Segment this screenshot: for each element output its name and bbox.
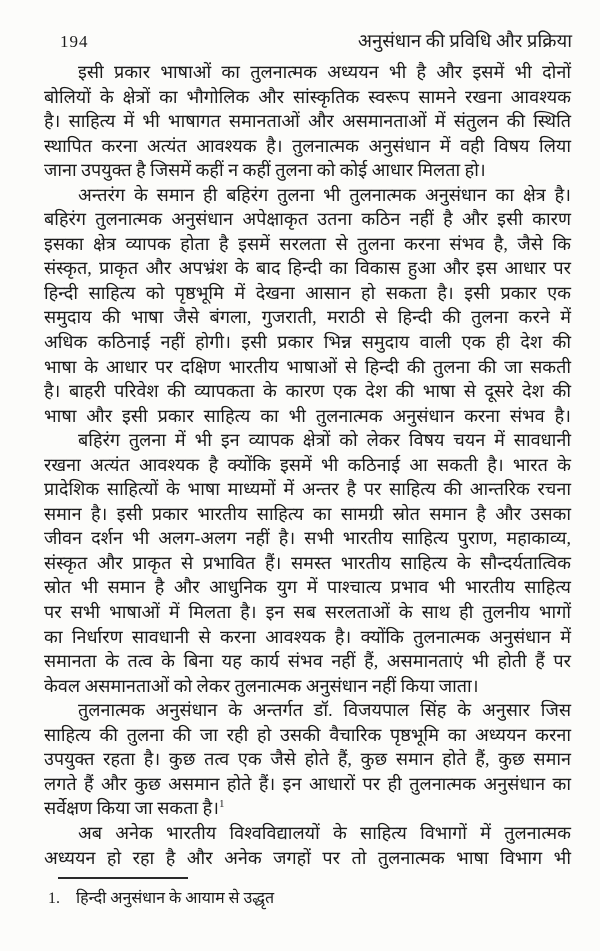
text-line: जाना उपयुक्त है जिसमें कहीं न कहीं तुलना को कोई आधार मिलता हो। <box>44 160 486 181</box>
text-line: प्रादेशिक साहित्यों के भाषा माध्यमों में अन्तर है पर साहित्य की आन्तरिक रचना <box>44 479 571 500</box>
text-line: भाषा के आधार पर दक्षिण भारतीय भाषाओं से हिन्दी की तुलना की जा सकती <box>44 356 571 377</box>
page-header <box>60 28 572 53</box>
footnote-text: हिन्दी अनुसंधान के आयाम से उद्धृत <box>76 890 275 907</box>
text-line: का निर्धारण सावधानी से करना आवश्यक है। क्योंकि तुलनात्मक अनुसंधान में <box>44 626 571 647</box>
text-line: समानता के तत्व के बिना यह कार्य संभव नहीं हैं, असमानताएं भी होती हैं पर <box>44 651 571 672</box>
footnote-separator <box>58 877 188 879</box>
paragraph <box>44 821 571 870</box>
text-line: समुदाय की भाषा जैसे बंगला, गुजराती, मराठी से हिन्दी की तुलना करने में <box>44 307 571 328</box>
text-line: साहित्य की तुलना की जा रही हो उसकी वैचारिक पृष्ठभूमि का अध्ययन करना <box>44 724 571 745</box>
paragraph <box>44 60 571 183</box>
text-line: है। बाहरी परिवेश की व्यापकता के कारण एक देश की भाषा से दूसरे देश की <box>44 381 571 402</box>
text-line: अधिक कठिनाई नहीं होगी। इसी प्रकार भिन्न समुदाय वाली एक ही देश की <box>44 332 571 353</box>
text-line: इसी प्रकार भाषाओं का तुलनात्मक अध्ययन भी है और इसमें भी दोनों <box>78 62 571 82</box>
page-number: 194 <box>60 32 89 51</box>
text-line: हिन्दी साहित्य को पृष्ठभूमि में देखना आसान हो सकता है। इसी प्रकार एक <box>44 282 571 303</box>
text-line: तुलनात्मक अनुसंधान के अन्तर्गत डॉ. विजयपाल सिंह के अनुसार जिस <box>78 700 571 721</box>
text-line: बहिरंग तुलनात्मक अनुसंधान अपेक्षाकृत उतना कठिन नहीं है और इसी कारण <box>44 209 571 230</box>
text-line: अध्ययन हो रहा है और अनेक जगहों पर तो तुलनात्मक भाषा विभाग भी <box>44 847 571 868</box>
text-line: संस्कृत और प्राकृत से प्रभावित हैं। समस्त भारतीय साहित्य के सौन्दर्यतात्विक <box>44 552 571 573</box>
text-line: इसका क्षेत्र व्यापक होता है इसमें सरलता से तुलना करना संभव है, जैसे कि <box>44 233 571 254</box>
text-line: है। साहित्य में भी भाषागत समानताओं और असमानताओं में संतुलन की स्थिति <box>44 111 571 132</box>
text-line: केवल असमानताओं को लेकर तुलनात्मक अनुसंधान नहीं किया जाता। <box>44 675 479 696</box>
paragraph <box>44 698 571 821</box>
text-line: अन्तरंग के समान ही बहिरंग तुलना भी तुलनात्मक अनुसंधान का क्षेत्र है। <box>78 184 571 205</box>
footnote-marker: 1. <box>48 890 60 907</box>
text-line: बोलियों के क्षेत्रों का भौगोलिक और सांस्कृतिक स्वरूप सामने रखना आवश्यक <box>44 86 571 107</box>
text-line: लगते हैं और कुछ असमान होते हैं। इन आधारों पर ही तुलनात्मक अनुसंधान का <box>44 773 571 794</box>
text-line: भाषा और इसी प्रकार साहित्य का भी तुलनात्मक अनुसंधान करना संभव है। <box>44 405 571 426</box>
paragraph <box>44 183 571 428</box>
text-line: पर सभी भाषाओं में मिलता है। इन सब सरलताओं के साथ ही तुलनीय भागों <box>44 602 571 623</box>
text-line: समान है। इसी प्रकार भारतीय साहित्य का सामग्री स्रोत समान है और उसका <box>44 503 571 524</box>
footnote-ref: 1 <box>219 798 225 811</box>
text-line: संस्कृत, प्राकृत और अपभ्रंश के बाद हिन्दी का विकास हुआ और इस आधार पर <box>44 258 571 279</box>
text-line: जीवन दर्शन भी अलग-अलग नहीं है। सभी भारतीय साहित्य पुराण, महाकाव्य, <box>44 528 571 549</box>
paragraph <box>44 428 571 698</box>
text-line: बहिरंग तुलना में भी इन व्यापक क्षेत्रों को लेकर विषय चयन में सावधानी <box>78 430 571 451</box>
text-line: सर्वेक्षण किया जा सकता है।$^1$ <box>44 798 225 819</box>
text-line: स्थापित करना अत्यंत आवश्यक है। तुलनात्मक अनुसंधान में वही विषय लिया <box>44 135 571 156</box>
text-line: स्रोत भी समान है और आधुनिक युग में पाश्चात्य प्रभाव भी भारतीय साहित्य <box>44 577 571 598</box>
running-title: अनुसंधान की प्रविधि और प्रक्रिया <box>357 32 572 52</box>
text-line: रखना अत्यंत आवश्यक है क्योंकि इसमें भी कठिनाई आ सकती है। भारत के <box>44 454 571 475</box>
footnote <box>48 888 568 910</box>
text-line: अब अनेक भारतीय विश्वविद्यालयों के साहित्य विभागों में तुलनात्मक <box>78 822 571 843</box>
page-body <box>44 60 571 870</box>
text-line: उपयुक्त रहता है। कुछ तत्व एक जैसे होते हैं, कुछ समान होते हैं, कुछ समान <box>44 749 571 770</box>
